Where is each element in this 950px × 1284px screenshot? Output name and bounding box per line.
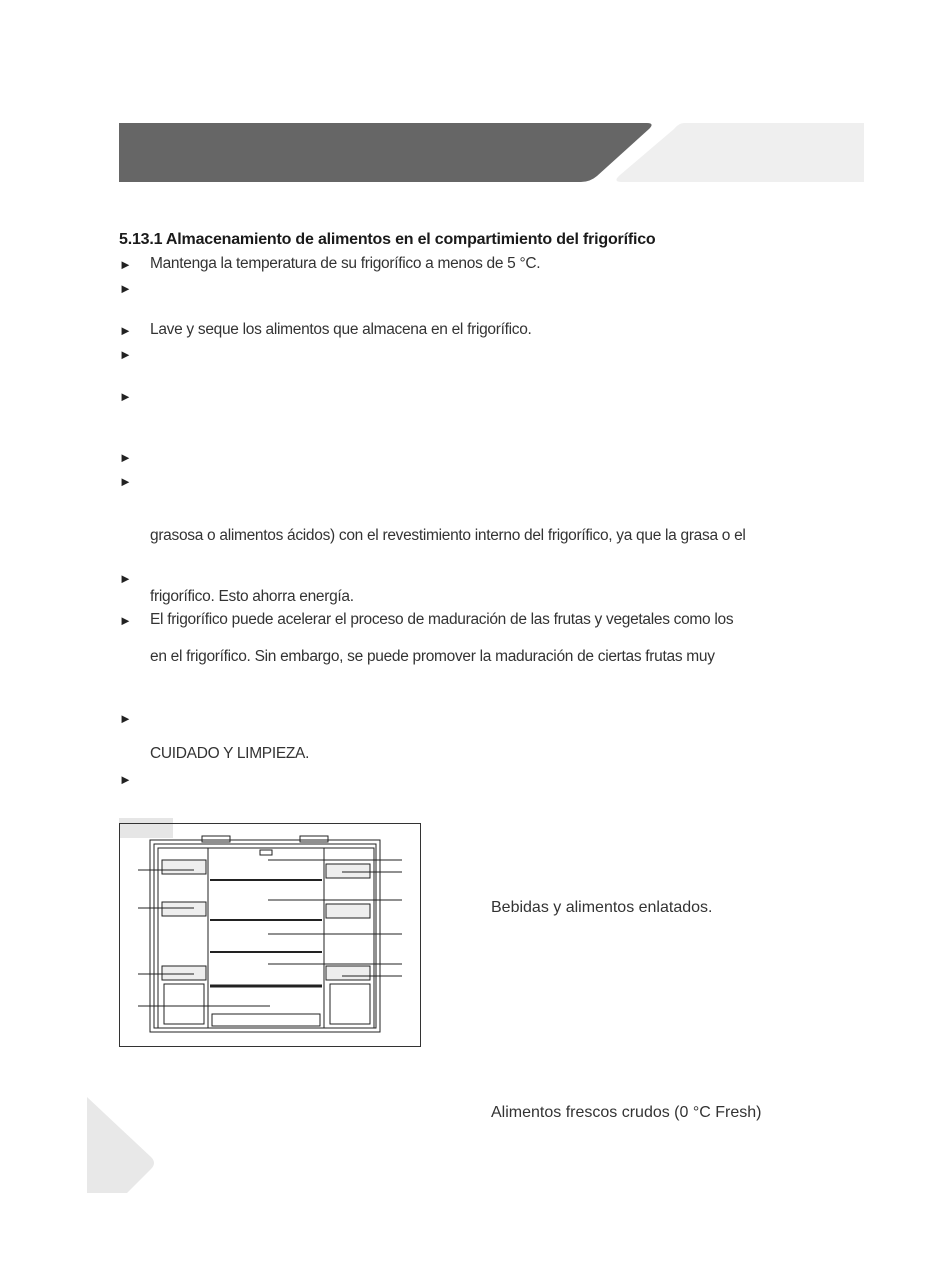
body-line: frigorífico. Esto ahorra energía. [150, 588, 354, 605]
bullet-marker: ► [119, 772, 132, 787]
bullet-marker: ► [119, 450, 132, 465]
caption-fresh-food: Alimentos frescos crudos (0 °C Fresh) [491, 1104, 762, 1121]
body-line: Mantenga la temperatura de su frigorífico a menos de 5 °C. [150, 255, 541, 272]
bullet-marker: ► [119, 347, 132, 362]
body-line: Lave y seque los alimentos que almacena en el frigorífico. [150, 321, 532, 338]
body-line: CUIDADO Y LIMPIEZA. [150, 745, 310, 762]
bullet-marker: ► [119, 281, 132, 296]
bullet-marker: ► [119, 613, 132, 628]
header-banner [119, 123, 659, 182]
bullet-marker: ► [119, 711, 132, 726]
body-line: grasosa o alimentos ácidos) con el revestimiento interno del frigorífico, ya que la grasa o el [150, 527, 746, 544]
caption-beverages: Bebidas y alimentos enlatados. [491, 899, 713, 916]
body-line: en el frigorífico. Sin embargo, se puede promover la maduración de ciertas frutas muy [150, 648, 715, 665]
section-title: 5.13.1 Almacenamiento de alimentos en el compartimiento del frigorífico [119, 231, 656, 248]
bullet-marker: ► [119, 571, 132, 586]
bullet-marker: ► [119, 389, 132, 404]
fridge-diagram [120, 824, 420, 1046]
bullet-marker: ► [119, 257, 132, 272]
page-corner-shape [87, 1097, 159, 1193]
body-line: El frigorífico puede acelerar el proceso de maduración de las frutas y vegetales como los [150, 611, 734, 628]
bullet-marker: ► [119, 323, 132, 338]
fridge-diagram-frame [119, 823, 421, 1047]
bullet-marker: ► [119, 474, 132, 489]
header-tab [612, 123, 872, 182]
